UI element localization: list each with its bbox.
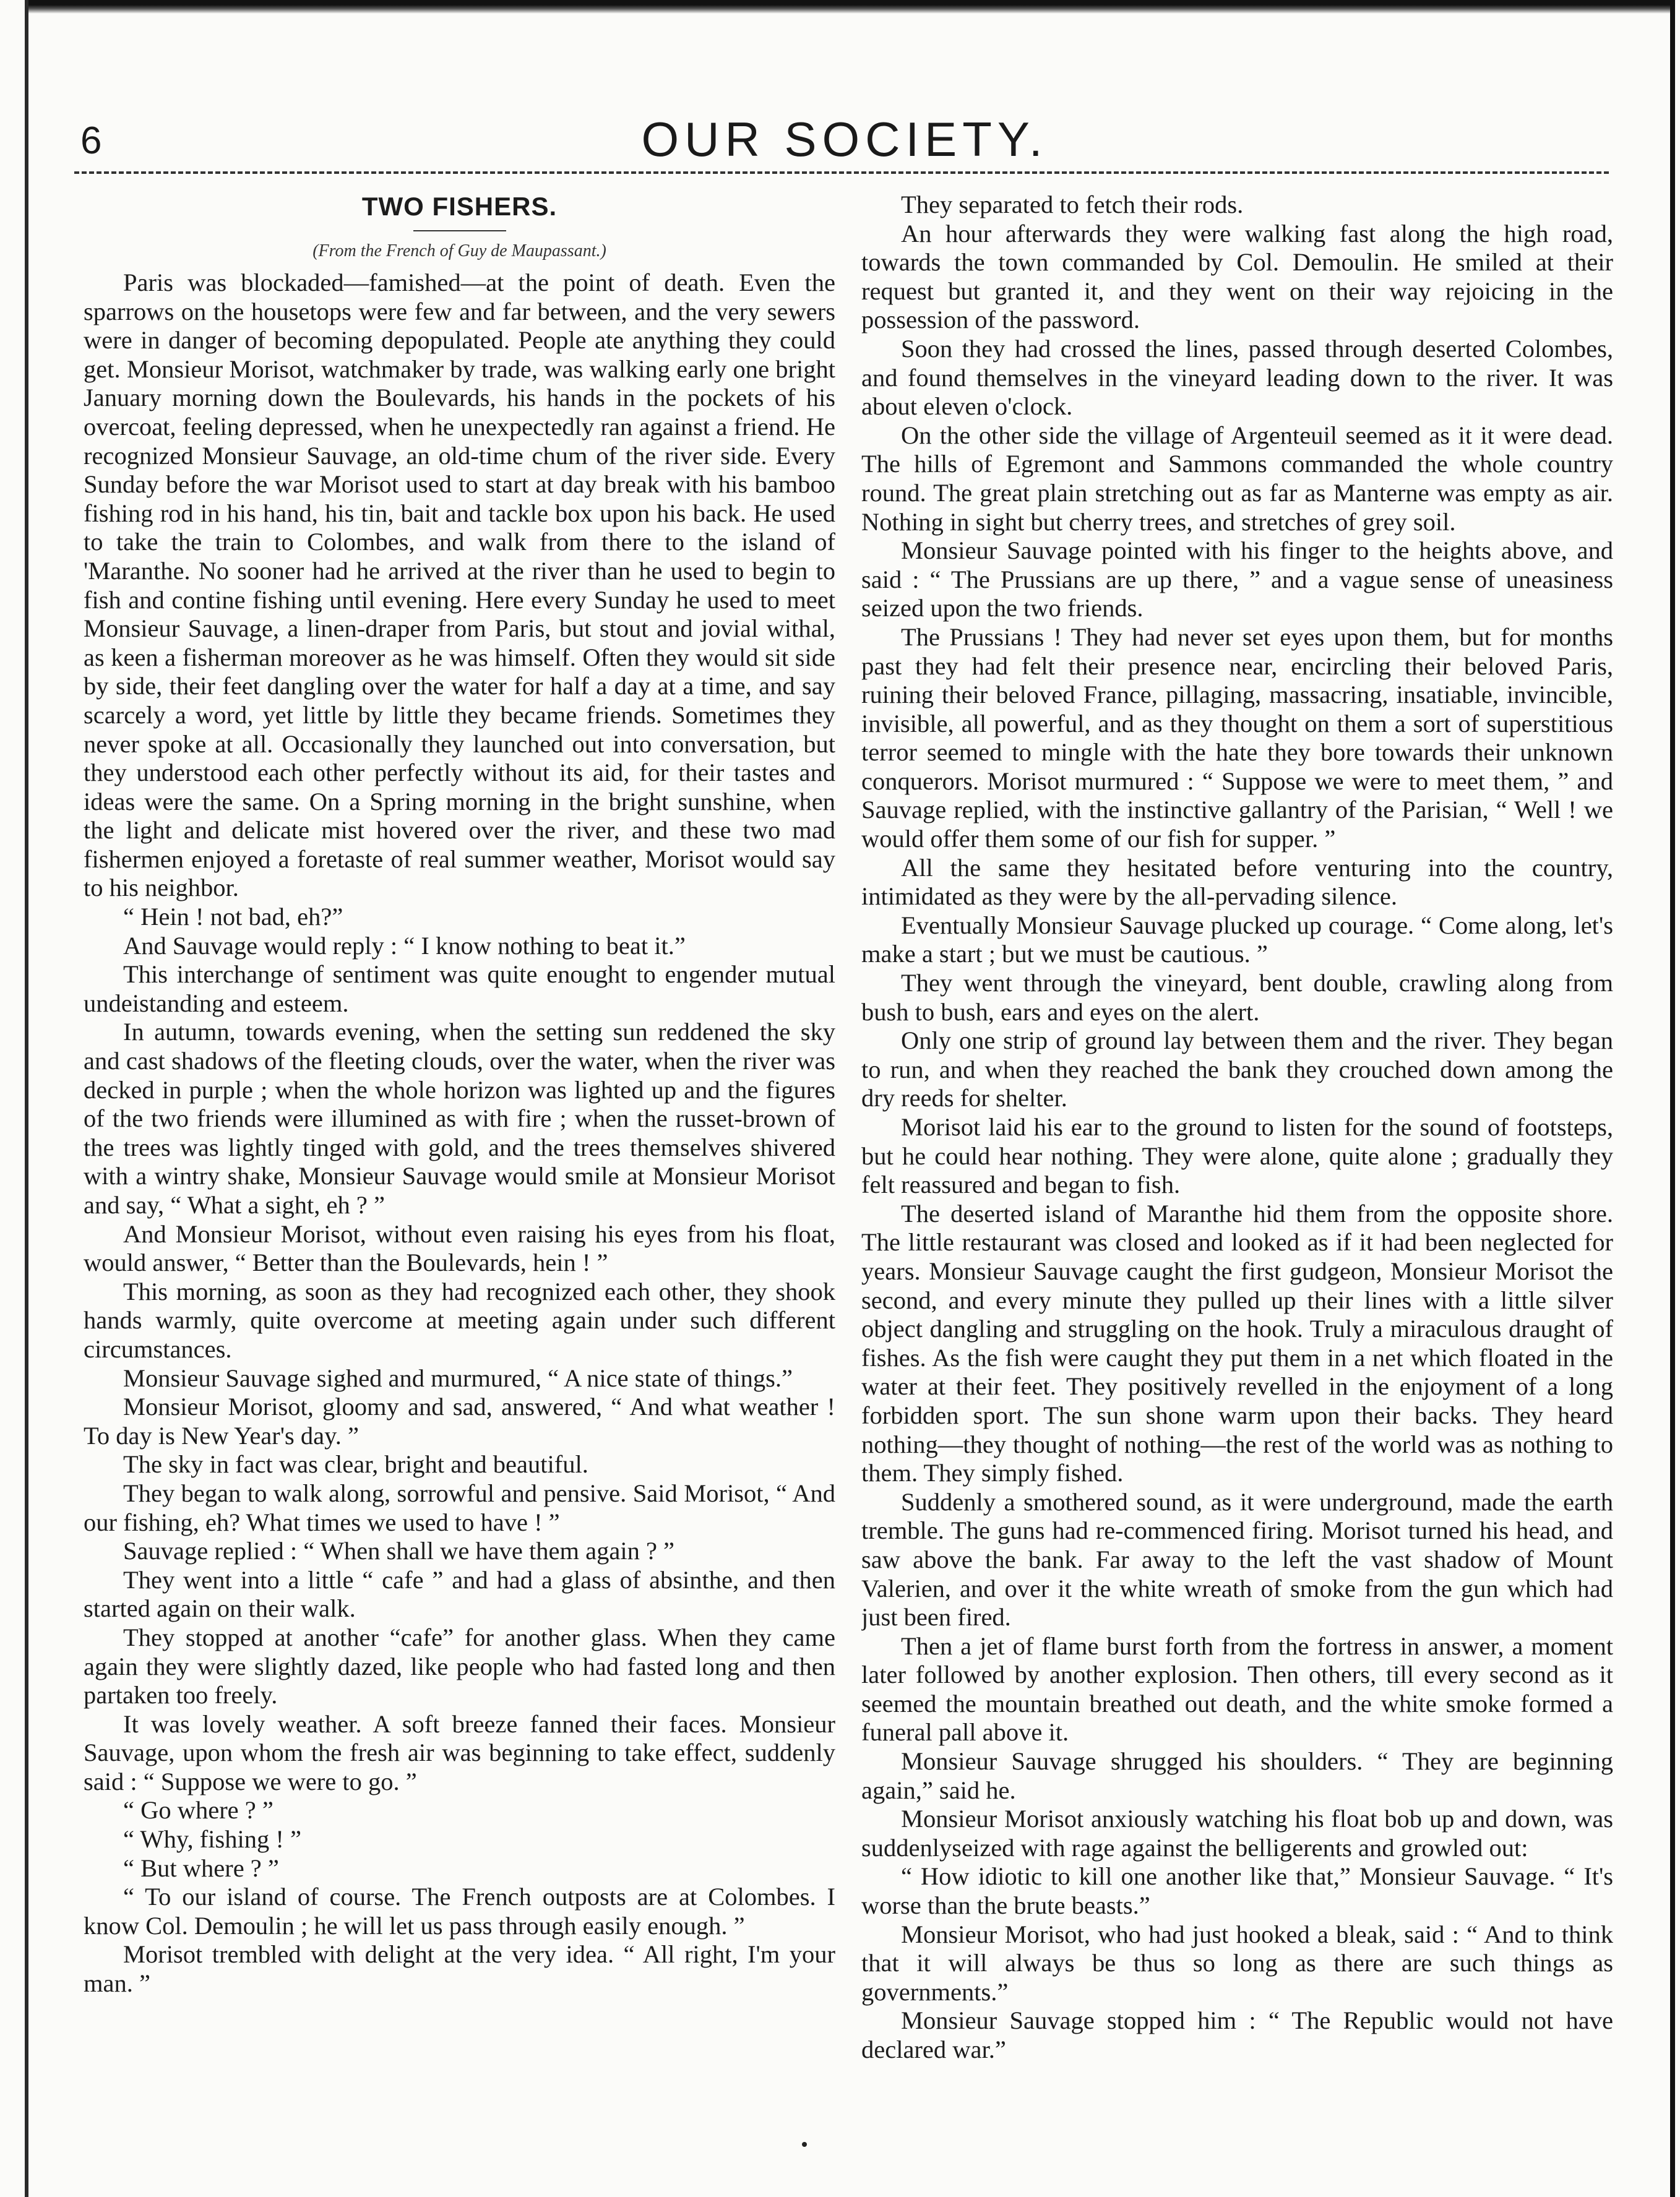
paragraph: On the other side the village of Argenteuil seemed as it it were dead. The hills of Egremont and Sammons commanded the whole country round. The great plain stretching out as far as Manterne was empty as air. Nothing in sight but cherry trees, and stretches of grey soil.: [861, 421, 1613, 536]
right-column: [861, 191, 1613, 2139]
paragraph: “ Why, fishing ! ”: [123, 1825, 301, 1854]
paragraph: “ But where ? ”: [123, 1854, 279, 1882]
story-title: TWO FISHERS.: [361, 192, 558, 221]
paragraph: “ Go where ? ”: [123, 1796, 274, 1825]
paragraph: Monsieur Sauvage pointed with his finger to the heights above, and said : “ The Prussians are up there, ” and a vague sense of uneasiness seized upon the two friends.: [861, 536, 1613, 622]
paragraph: Monsieur Morisot anxiously watching his float bob up and down, was suddenlyseized with rage against the belligerents and growled out:: [861, 1805, 1613, 1862]
paragraph: “ To our island of course. The French outposts are at Colombes. I know Col. Demoulin ; he will let us pass through easily enough. ”: [84, 1883, 835, 1940]
title-rule: [413, 230, 506, 231]
paragraph: Eventually Monsieur Sauvage plucked up courage. “ Come along, let's make a start ; but we must be cautious. ”: [861, 911, 1613, 968]
paragraph: Sauvage replied : “ When shall we have them again ? ”: [123, 1537, 675, 1565]
paragraph: They stopped at another “cafe” for another glass. When they came again they were slightly dazed, like people who had fasted long and then partaken too freely.: [84, 1623, 835, 1709]
paragraph: Suddenly a smothered sound, as it were underground, made the earth tremble. The guns had re-commenced firing. Morisot turned his head, and saw above the bank. Far away to the left the vast shadow of Mount Valerien, and over it the white wreath of smoke from the gun which had just been fired.: [861, 1487, 1613, 1632]
paragraph: The Prussians ! They had never set eyes upon them, but for months past they had felt their presence near, encircling their beloved Paris, ruining their beloved France, pillaging, massacring, insatiable, invincible, invisible, all powerful, and as they thought on them a sort of superstitious terror seemed to mingle with the hate they bore towards their unknown conquerors. Morisot murmured : “ Suppose we were to meet them, ” and Sauvage replied, with the instinctive gallantry of the Parisian, “ Well ! we would offer them some of our fish for supper. ”: [861, 622, 1613, 853]
paragraph: All the same they hesitated before venturing into the country, intimidated as they were by the all-pervading silence.: [861, 853, 1613, 911]
paragraph: An hour afterwards they were walking fast along the high road, towards the town commanded by Col. Demoulin. He smiled at their request but granted it, and they went on their way rejoicing in the possession of the password.: [861, 219, 1613, 334]
paragraph: They began to walk along, sorrowful and pensive. Said Morisot, “ And our fishing, eh? What times we used to have ! ”: [84, 1479, 835, 1536]
paragraph: And Sauvage would reply : “ I know nothing to beat it.”: [123, 931, 686, 960]
paragraph: This morning, as soon as they had recognized each other, they shook hands warmly, quite overcome at meeting again under such different circumstances.: [84, 1277, 835, 1363]
page-number: 6: [80, 119, 102, 162]
paragraph: Monsieur Sauvage sighed and murmured, “ A nice state of things.”: [123, 1364, 793, 1392]
paragraph: The deserted island of Maranthe hid them from the opposite shore. The little restaurant was closed and looked as if it had been neglected for years. Monsieur Sauvage caught the first gudgeon, Monsieur Morisot the second, and every minute they pulled up their lines with a little silver object dangling and struggling on the hook. Truly a miraculous draught of fishes. As the fish were caught they put them in a net which floated in the water at their feet. They positively revelled in the enjoyment of a long forbidden sport. The sun shone warm upon their backs. They heard nothing—they thought of nothing—the rest of the world was as nothing to them. They simply fished.: [861, 1199, 1613, 1487]
top-border: [25, 0, 1671, 14]
paragraph: Then a jet of flame burst forth from the fortress in answer, a moment later followed by another explosion. Then others, till every second as it seemed the mountain breathed out death, and the white smoke formed a funeral pall above it.: [861, 1632, 1613, 1747]
right-border: [1670, 0, 1675, 2197]
page-header: [80, 111, 1609, 173]
paragraph: Monsieur Morisot, who had just hooked a bleak, said : “ And to think that it will always be thus so long as there are such things as governments.”: [861, 1920, 1613, 2006]
left-column: [84, 191, 835, 2139]
paragraph: They separated to fetch their rods.: [901, 191, 1244, 218]
paragraph: The sky in fact was clear, bright and beautiful.: [123, 1450, 588, 1479]
paragraph: Monsieur Sauvage shrugged his shoulders. “ They are beginning again,” said he.: [861, 1747, 1613, 1804]
story-attribution: (From the French of Guy de Maupassant.): [312, 241, 606, 260]
paragraph: Monsieur Sauvage stopped him : “ The Republic would not have declared war.”: [861, 2006, 1613, 2063]
paragraph: “ How idiotic to kill one another like that,” Monsieur Sauvage. “ It's worse than the brute beasts.”: [861, 1862, 1613, 1920]
paragraph: Paris was blockaded—famished—at the point of death. Even the sparrows on the housetops were few and far between, and the very sewers were in danger of becoming depopulated. People ate anything they could get. Monsieur Morisot, watchmaker by trade, was walking early one bright January morning down the Boulevards, his hands in the pockets of his overcoat, feeling depressed, when he unexpectedly ran against a friend. He recognized Monsieur Sauvage, an old-time chum of the river side. Every Sunday before the war Morisot used to start at day break with his bamboo fishing rod in his hand, his tin, bait and tackle box upon his back. He used to take the train to Colombes, and walk from there to the island of 'Maranthe. No sooner had he arrived at the river than he used to begin to fish and contine fishing until evening. Here every Sunday he used to meet Monsieur Sauvage, a linen-draper from Paris, but stout and jovial withal, as keen a fisherman moreover as he was himself. Often they would sit side by side, their feet dangling over the water for half a day at a time, and say scarcely a word, yet little by little they became friends. Sometimes they never spoke at all. Occasionally they launched out into conversation, but they understood each other perfectly without its aid, for their tastes and ideas were the same. On a Spring morning in the bright sunshine, when the light and delicate mist hovered over the river, and these two mad fishermen enjoyed a foretaste of real summer weather, Morisot would say to his neighbor.: [84, 269, 835, 902]
paragraph: They went through the vineyard, bent double, crawling along from bush to bush, ears and eyes on the alert.: [861, 969, 1613, 1026]
paragraph: This interchange of sentiment was quite enought to engender mutual undeistanding and esteem.: [84, 960, 835, 1017]
header-rule: [74, 171, 1609, 174]
left-border: [25, 0, 28, 2197]
ink-dot: [802, 2142, 807, 2147]
paragraph: Morisot trembled with delight at the very idea. “ All right, I'm your man. ”: [84, 1940, 835, 1998]
paragraph: “ Hein ! not bad, eh?”: [123, 903, 343, 931]
paragraph: Monsieur Morisot, gloomy and sad, answered, “ And what weather ! To day is New Year's day. ”: [84, 1393, 835, 1450]
paragraph: They went into a little “ cafe ” and had a glass of absinthe, and then started again on their walk.: [84, 1565, 835, 1623]
paragraph: Only one strip of ground lay between them and the river. They began to run, and when they reached the bank they crouched down among the dry reeds for shelter.: [861, 1026, 1613, 1112]
paragraph: Soon they had crossed the lines, passed through deserted Colombes, and found themselves in the vineyard leading down to the river. It was about eleven o'clock.: [861, 334, 1613, 421]
paragraph: And Monsieur Morisot, without even raising his eyes from his float, would answer, “ Better than the Boulevards, hein ! ”: [84, 1219, 835, 1277]
paragraph: Morisot laid his ear to the ground to listen for the sound of footsteps, but he could hear nothing. They were alone, quite alone ; gradually they felt reassured and began to fish.: [861, 1113, 1613, 1199]
paragraph: It was lovely weather. A soft breeze fanned their faces. Monsieur Sauvage, upon whom the fresh air was beginning to take effect, suddenly said : “ Suppose we were to go. ”: [84, 1709, 835, 1795]
paragraph: In autumn, towards evening, when the setting sun reddened the sky and cast shadows of the fleeting clouds, over the water, when the river was decked in purple ; when the whole horizon was lighted up and the figures of the two friends were illumined as with fire ; when the russet-brown of the trees was lightly tinged with gold, and the trees themselves shivered with a wintry shake, Monsieur Sauvage would smile at Monsieur Morisot and say, “ What a sight, eh ? ”: [84, 1018, 835, 1219]
masthead-title: OUR SOCIETY.: [641, 112, 1048, 166]
